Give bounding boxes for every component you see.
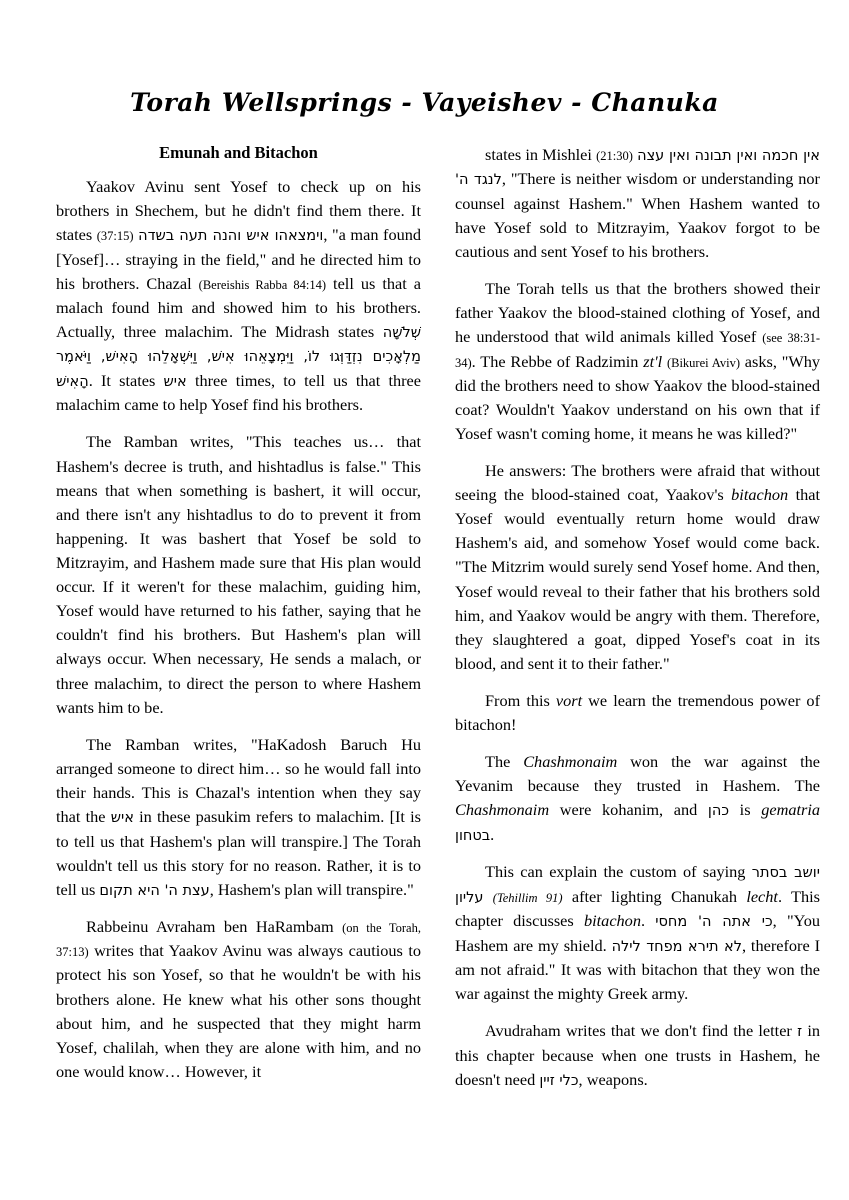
body-text: after lighting Chanukah	[562, 886, 747, 906]
body-text: states in Mishlei	[485, 145, 597, 164]
right-column	[455, 143, 820, 1092]
body-text: in this chapter because when one trusts in Hashem, he doesn't need	[455, 1021, 820, 1089]
body-text	[483, 887, 492, 906]
source-citation: (21:30)	[596, 149, 633, 163]
body-text: were kohanim, and	[549, 800, 708, 820]
italic-term: zt'l	[643, 351, 663, 371]
hebrew-text: כי אתה ה' מחסי	[655, 914, 773, 931]
hebrew-text: כהן	[707, 803, 730, 820]
italic-term: gematria	[761, 800, 820, 820]
body-text: three times, to tell us that three malachim came to help Yosef find his brothers.	[56, 370, 421, 415]
paragraph	[455, 689, 820, 737]
paragraph	[455, 143, 820, 264]
body-text: won the war against the Yevanim because they trusted in Hashem. The	[455, 752, 820, 796]
body-text: we learn the tremendous power of bitachon!	[455, 690, 820, 735]
body-text: , weapons.	[578, 1069, 648, 1089]
paragraph	[56, 175, 421, 417]
page-title: Torah Wellsprings - Vayeishev - Chanuka	[130, 88, 719, 117]
italic-term: Chashmonaim	[455, 800, 550, 820]
body-text: tell us that a malach found him and showed him to his brothers. Actually, three malachim. The Midrash states	[56, 273, 421, 341]
body-text: The Ramban writes, "This teaches us… that Hashem's decree is truth, and hishtadlus is false." This means that when something is bashert, it will occur, and there isn't any hishtadlus to do to prevent it from happening. It was bashert that Yosef be sold to Mitzrayim, and Hashem made sure that His plan would occur. If it weren't for these malachim, guiding him, Yosef would have returned to his father, saying that he couldn't find his brothers. But Hashem's plan will always occur. When necessary, He sends a malach, or three malachim, to direct the person to where Hashem wants him to be.	[56, 432, 421, 717]
left-column	[56, 143, 421, 1084]
hebrew-text: בטחון	[455, 827, 491, 844]
body-text: is	[729, 800, 762, 820]
left-column-paragraphs	[56, 175, 421, 1084]
hebrew-text: איש	[110, 810, 134, 827]
body-text: . The Rebbe of Radzimin	[471, 351, 644, 371]
paragraph	[455, 459, 820, 676]
body-text: , therefore I am not afraid." It was with bitachon that they won the war against the mighty Greek army.	[455, 935, 821, 1004]
section-heading: Emunah and Bitachon	[159, 143, 318, 162]
hebrew-text: אין חכמה ואין תבונה ואין עצה לנגד ה'	[455, 148, 820, 189]
hebrew-text: איש	[163, 373, 187, 390]
body-text: The	[485, 752, 524, 772]
hebrew-text: יושב בסתר עליון	[455, 865, 820, 906]
body-text: writes that Yaakov Avinu was always cautious to protect his son Yosef, so that he wouldn't be with his brothers alone. He knew what his other sons thought about him, and he suspected that they might harm Yosef, chalilah, when they are alone with him, and no one would know… However, it	[56, 941, 421, 1081]
body-text: From this	[485, 690, 556, 710]
hebrew-text: וימצאהו איש והנה תעה בשדה	[138, 228, 324, 245]
italic-term: bitachon	[731, 485, 789, 505]
source-citation: (37:15)	[96, 229, 134, 244]
body-text: . It states	[88, 370, 164, 390]
italic-term: Chashmonaim	[523, 752, 618, 772]
body-text: , "You Hashem are my shield.	[455, 911, 820, 955]
right-column-paragraphs	[455, 143, 820, 1092]
italic-term: lecht	[746, 886, 778, 906]
source-citation: (Bereishis Rabba 84:14)	[198, 277, 327, 292]
paragraph	[455, 750, 820, 847]
body-text: .	[490, 824, 495, 844]
paragraph	[455, 277, 820, 446]
body-text: , Hashem's plan will transpire."	[209, 879, 414, 899]
source-citation: (Tehillim 91)	[492, 890, 563, 905]
paragraph	[56, 915, 421, 1084]
paragraph	[455, 1019, 820, 1092]
paragraph	[455, 860, 820, 1006]
source-citation: (see 38:31-34)	[455, 331, 820, 370]
two-column-body	[56, 143, 821, 1092]
body-text: Yaakov Avinu sent Yosef to check up on his brothers in Shechem, but he didn't find them there. It states	[56, 177, 421, 245]
body-text: , "a man found [Yosef]… straying in the field," and he directed him to his brothers. Chazal	[56, 225, 422, 293]
hebrew-text: ז	[797, 1024, 803, 1041]
body-text: The Torah tells us that the brothers showed their father Yaakov the blood-stained clothing of Yosef, and he understood that wild animals killed Yosef	[455, 279, 820, 347]
hebrew-text: שְׁלֹשָׁה מַלְאָכִים נִזְדַּוְּגוּ לוֹ, וַיִּמְצָאֵהוּ אִישׁ, וַיִּשְׁאָלֵהוּ הָאִישׁ, וַיֹּאמֶר הָאִישׁ	[56, 325, 421, 390]
hebrew-text: כלי זיין	[539, 1072, 579, 1089]
body-text: He answers: The brothers were afraid that without seeing the blood-stained coat, Yaakov's	[455, 461, 820, 505]
italic-term: vort	[555, 690, 583, 710]
body-text: , "There is neither wisdom or understanding nor counsel against Hashem." When Hashem wanted to have Yosef sold to Mitzrayim, Yaakov forgot to be cautious and sent Yosef to his brothers.	[455, 169, 820, 262]
body-text: .	[640, 911, 656, 931]
body-text: This can explain the custom of saying	[485, 862, 752, 882]
body-text: . This chapter discusses	[455, 886, 820, 931]
body-text: The Ramban writes, "HaKadosh Baruch Hu arranged someone to direct him… so he would fall into their hands. This is Chazal's intention when they say that the	[56, 734, 421, 827]
body-text: Avudraham writes that we don't find the letter	[485, 1021, 798, 1041]
body-text: that Yosef would eventually return home would draw Hashem's aid, and somehow Yosef would come back. "The Mitzrim would surely send Yosef home. And then, Yosef would reveal to their father that his brothers sold him, and Yaakov would be angry with them. Therefore, they slaughtered a goat, dipped Yosef's coat in its blood, and sent it to their father."	[455, 485, 820, 673]
body-text: in these pasukim refers to malachim. [It is to tell us that Hashem's plan will transpire.] The Torah wouldn't tell us this story for no reason. Rather, it is to tell us	[56, 807, 421, 899]
italic-term: bitachon	[583, 911, 641, 931]
paragraph	[56, 733, 421, 902]
body-text: Rabbeinu Avraham ben HaRambam	[86, 917, 343, 937]
hebrew-text: עצת ה' היא תקום	[99, 882, 210, 899]
body-text: asks, "Why did the brothers need to show Yaakov the blood-stained coat? Wouldn't Yaakov understand on his own that if Yosef wasn't coming home, it means he was killed?"	[455, 351, 821, 443]
source-citation: (on the Torah, 37:13)	[56, 921, 421, 960]
hebrew-text: לא תירא מפחד לילה	[611, 938, 742, 955]
source-citation: (Bikurei Aviv)	[666, 355, 740, 370]
paragraph	[56, 430, 421, 719]
